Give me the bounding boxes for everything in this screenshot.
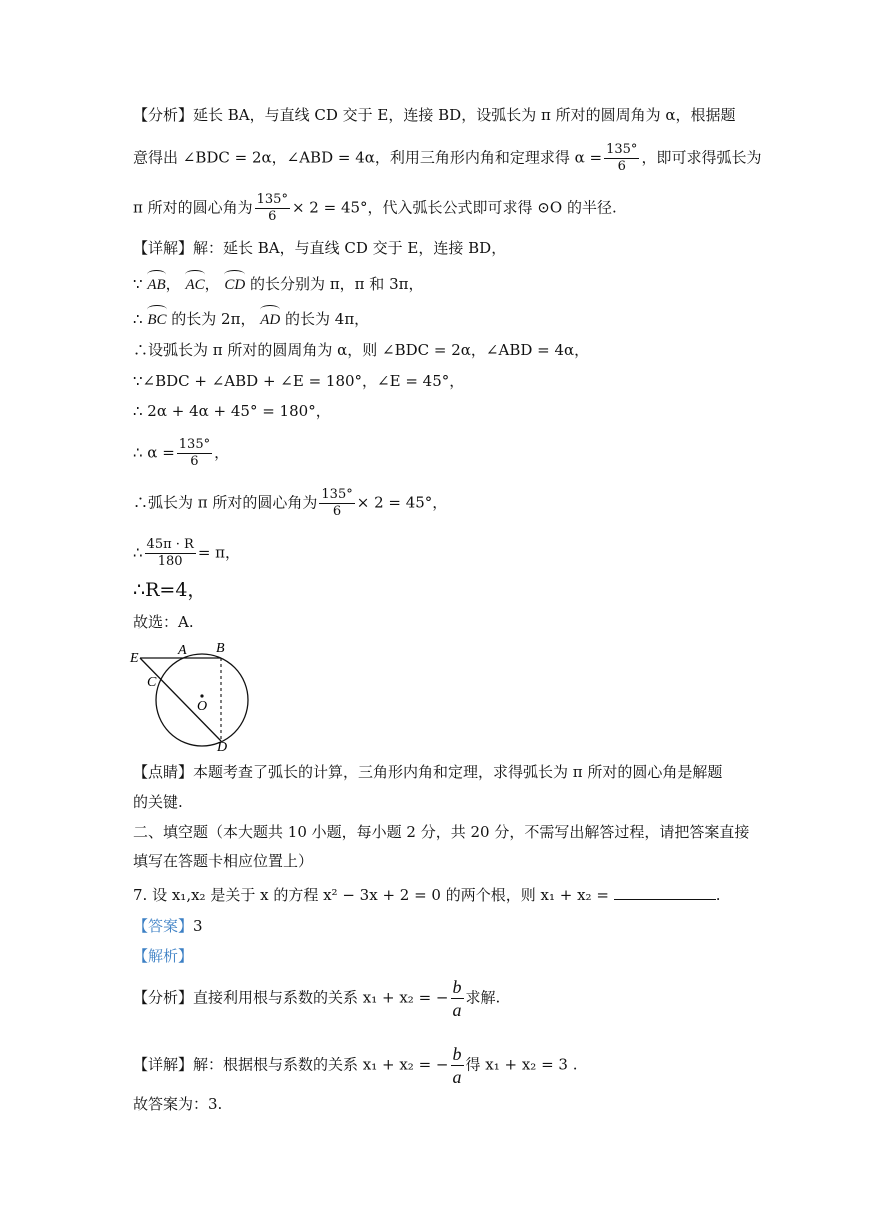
analysis-line-3 bbox=[133, 192, 617, 225]
analysis-text-3b: × 2 = 45°，代入弧长公式即可求得 ⊙O 的半径. bbox=[291, 198, 617, 217]
fraction: $\frac{b}{a}$ bbox=[452, 977, 462, 1020]
label-a: A bbox=[178, 643, 187, 658]
detail-line-2: ∵ AB， AC， CD 的长分别为 π，π 和 3π， bbox=[133, 270, 423, 295]
section-line-2: 填写在答题卡相应位置上） bbox=[133, 852, 314, 870]
arc-cd: CD bbox=[224, 270, 245, 295]
detail-line-5: ∵∠BDC + ∠ABD + ∠E = 180°，∠E = 45°， bbox=[133, 372, 465, 390]
analysis-line-2 bbox=[133, 142, 761, 175]
answer-blank bbox=[614, 885, 716, 900]
label-d: D bbox=[217, 740, 228, 754]
section-line-1: 二、填空题（本大题共 10 小题，每小题 2 分，共 20 分，不需写出解答过程，请把答案直接 bbox=[133, 823, 750, 841]
analysis-text-1: 【分析】延长 BA，与直线 CD 交于 E，连接 BD，设弧长为 π 所对的圆周角为 α，根据题 bbox=[133, 106, 736, 124]
detail-line-11: 故选：A. bbox=[133, 613, 194, 631]
label-b: B bbox=[216, 641, 225, 656]
line-e-d bbox=[140, 658, 221, 741]
fraction: $\frac{135^\circ}{6}$ bbox=[178, 437, 211, 469]
fraction: $\frac{45\pi \cdot R}{180}$ bbox=[146, 537, 194, 569]
analysis-line-1 bbox=[133, 105, 736, 125]
detail-line-9: ∴ $\frac{45\pi \cdot R}{180}$ = π， bbox=[133, 537, 241, 569]
analysis2-line: 【分析】直接利用根与系数的关系 x₁ + x₂ = − $\frac{b}{a}$ 求解. bbox=[133, 977, 501, 1020]
fraction: $\frac{b}{a}$ bbox=[452, 1044, 462, 1087]
analysis-text-3a: π 所对的圆心角为 bbox=[133, 198, 253, 217]
fraction: $\frac{135^\circ}{6}$ bbox=[321, 487, 353, 519]
comment-line-2: 的关键. bbox=[133, 793, 183, 811]
arc-ad: AD bbox=[260, 305, 280, 330]
detail-line-6: ∴ 2α + 4α + 45° = 180°， bbox=[133, 402, 331, 420]
detail-line-8: ∴弧长为 π 所对的圆心角为 $\frac{135^\circ}{6}$ × 2 = 45°， bbox=[133, 487, 448, 519]
jiexi-line bbox=[133, 946, 193, 966]
jiexi-tag: 【解析】 bbox=[133, 947, 194, 965]
center-point bbox=[200, 694, 203, 697]
arc-bc: BC bbox=[147, 305, 166, 330]
answer-line bbox=[133, 916, 203, 936]
answer-tag: 【答案】 bbox=[133, 917, 194, 935]
arc-ac: AC bbox=[185, 270, 204, 295]
detail-line-10: ∴R=4， bbox=[133, 579, 207, 601]
question-7: 7. 设 x₁,x₂ 是关于 x 的方程 x² − 3x + 2 = 0 的两个根，则 x₁ + x₂ = . bbox=[133, 886, 721, 904]
circle-figure bbox=[128, 638, 258, 754]
final-answer-line: 故答案为：3. bbox=[133, 1095, 223, 1113]
analysis-text-2b: ，即可求得弧长为 bbox=[641, 148, 762, 167]
answer-value: 3 bbox=[193, 917, 203, 935]
detail-line-7: ∴ α = $\frac{135^\circ}{6}$ ， bbox=[133, 437, 230, 469]
label-c: C bbox=[147, 675, 157, 690]
label-e: E bbox=[130, 651, 139, 666]
detail-line-4: ∴设弧长为 π 所对的圆周角为 α，则 ∠BDC = 2α，∠ABD = 4α， bbox=[133, 341, 590, 359]
detail-line-3: ∴ BC 的长为 2π， AD 的长为 4π， bbox=[133, 305, 369, 330]
arc-ab: AB bbox=[147, 270, 165, 295]
fraction: $\frac{135^\circ}{6}$ bbox=[256, 192, 288, 224]
detail-line-1: 【详解】解：延长 BA，与直线 CD 交于 E，连接 BD， bbox=[133, 239, 507, 257]
comment-line-1: 【点睛】本题考查了弧长的计算，三角形内角和定理，求得弧长为 π 所对的圆心角是解题 bbox=[133, 763, 723, 781]
fraction: $\frac{135^\circ}{6}$ bbox=[606, 142, 638, 174]
analysis-text-2a: 意得出 ∠BDC = 2α，∠ABD = 4α，利用三角形内角和定理求得 α = bbox=[133, 148, 603, 167]
label-o: O bbox=[197, 699, 208, 714]
detail2-line: 【详解】解：根据根与系数的关系 x₁ + x₂ = − $\frac{b}{a}$ 得 x₁ + x₂ = 3 . bbox=[133, 1044, 578, 1087]
